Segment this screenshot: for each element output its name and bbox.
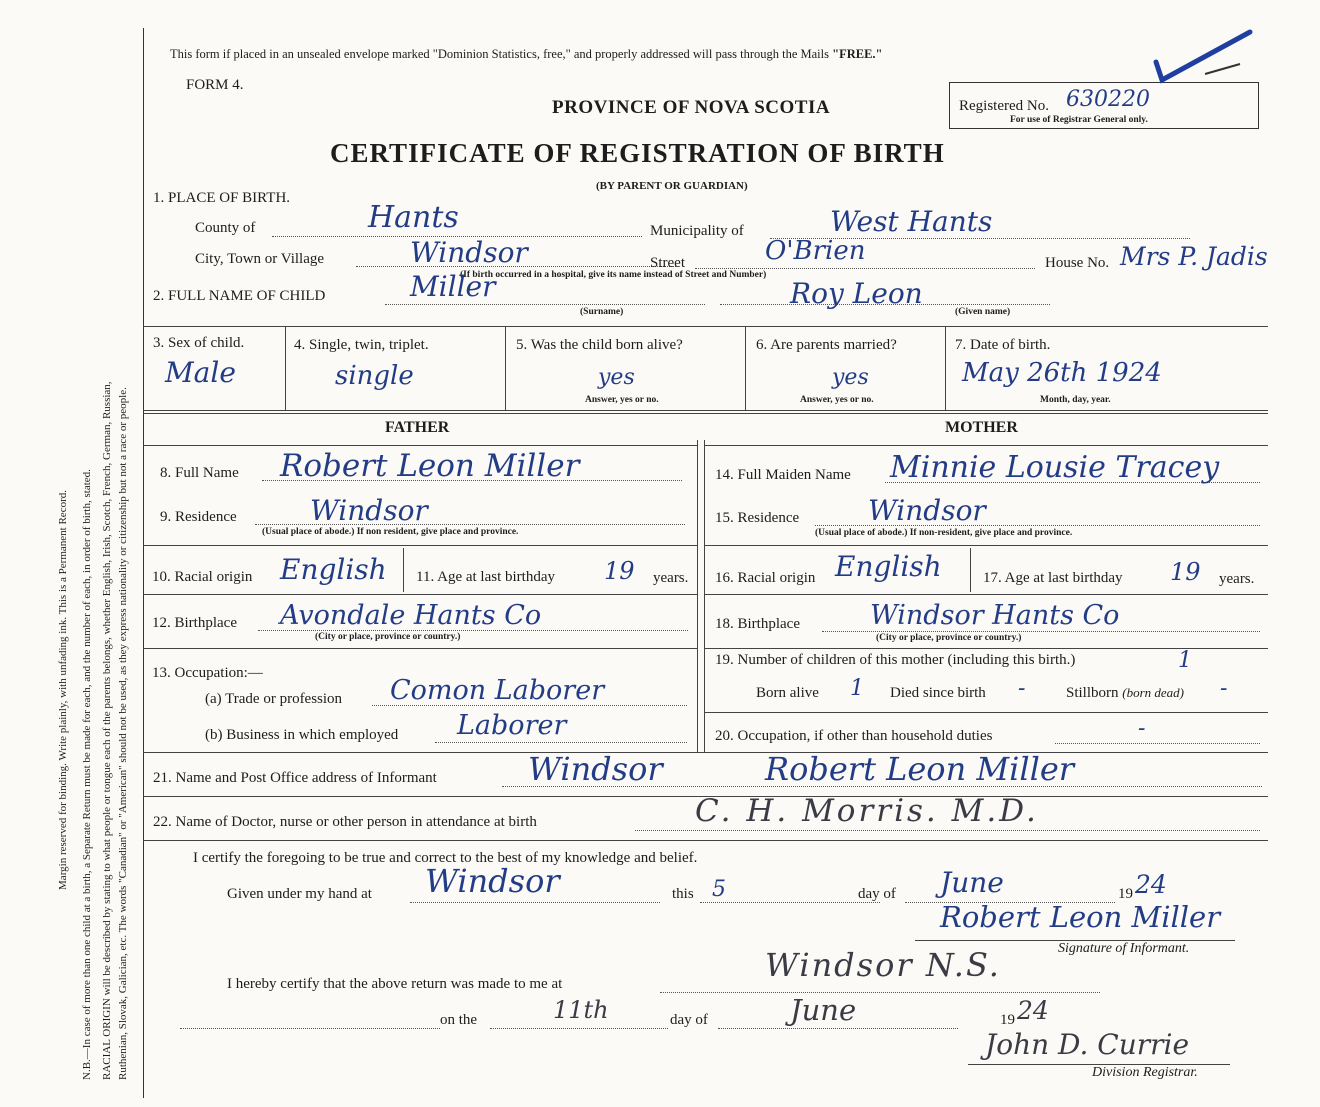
given-name-caption: (Given name) <box>955 307 1011 317</box>
father-business: Laborer <box>457 710 567 741</box>
dob-value: May 26th 1924 <box>962 358 1162 388</box>
day-of-label: day of <box>858 886 896 902</box>
parents-married-caption: Answer, yes or no. <box>800 395 874 405</box>
father-age: 19 <box>604 557 635 585</box>
form-left-border <box>143 28 144 1098</box>
margin-note-multiple-births: N.B.—In case of more than one child at a birth, a Separate Return must be made for each, and the number of each, in order of birth, stated. <box>81 469 93 1080</box>
registrar-day-of-label: day of <box>670 1012 708 1028</box>
dob-label: 7. Date of birth. <box>955 337 1051 353</box>
form-number: FORM 4. <box>186 77 244 93</box>
mother-name-label: 14. Full Maiden Name <box>715 467 851 483</box>
mother-years-label: years. <box>1219 571 1255 587</box>
registrar-year: 24 <box>1017 996 1049 1025</box>
place-heading: 1. PLACE OF BIRTH. <box>153 190 291 206</box>
died-since-birth-label: Died since birth <box>890 685 986 701</box>
margin-note-racial-origin-1: RACIAL ORIGIN will be described by stating to what people or tongue each of the parents belongs, whether English, Irish, Scotch, French, German, Russian, <box>101 381 113 1080</box>
hospital-note: (If birth occurred in a hospital, give its name instead of Street and Number) <box>460 270 767 280</box>
registrar-caption: Division Registrar. <box>1092 1065 1198 1080</box>
informant-label: 21. Name and Post Office address of Informant <box>153 770 437 786</box>
doctor-label: 22. Name of Doctor, nurse or other person in attendance at birth <box>153 814 537 830</box>
father-business-label: (b) Business in which employed <box>205 727 399 743</box>
street-label: Street <box>650 255 685 271</box>
mother-residence-caption: (Usual place of abode.) If non-resident, give place and province. <box>815 528 1073 538</box>
margin-note-binding: Margin reserved for binding. Write plainly, with unfading ink. This is a Permanent Record. <box>57 490 69 890</box>
county-label: County of <box>195 220 256 236</box>
father-racial: English <box>280 553 387 586</box>
born-alive-value: yes <box>598 365 635 390</box>
informant-address: Windsor <box>528 750 663 788</box>
plurality-value: single <box>335 361 414 391</box>
registrar-statement: I hereby certify that the above return was made to me at <box>227 976 563 992</box>
page-title: CERTIFICATE OF REGISTRATION OF BIRTH <box>330 138 945 168</box>
house-label: House No. <box>1045 255 1110 271</box>
informant-name: Robert Leon Miller <box>765 750 1075 788</box>
page-subtitle: (BY PARENT OR GUARDIAN) <box>596 180 748 192</box>
municipality-label: Municipality of <box>650 223 744 239</box>
dob-caption: Month, day, year. <box>1040 395 1111 405</box>
mother-heading: MOTHER <box>945 419 1018 436</box>
parents-married-label: 6. Are parents married? <box>756 337 897 353</box>
this-label: this <box>672 886 694 902</box>
registrar-signature: John D. Currie <box>985 1028 1190 1061</box>
sex-label: 3. Sex of child. <box>153 335 245 351</box>
born-alive-count: 1 <box>850 676 864 701</box>
father-birthplace-label: 12. Birthplace <box>152 615 237 631</box>
on-the-label: on the <box>440 1012 478 1028</box>
certification-month: June <box>940 866 1004 899</box>
certification-place: Windsor <box>425 862 560 900</box>
given-under-label: Given under my hand at <box>227 886 372 902</box>
born-alive-label: 5. Was the child born alive? <box>516 337 683 353</box>
father-racial-label: 10. Racial origin <box>152 569 253 585</box>
mother-occupation-label: 20. Occupation, if other than household duties <box>715 728 993 744</box>
certification-day: 5 <box>712 877 726 902</box>
registered-number: 630220 <box>1066 87 1150 112</box>
child-surname: Miller <box>410 270 496 303</box>
father-years-label: years. <box>653 570 689 586</box>
father-trade: Comon Laborer <box>390 675 605 706</box>
father-occupation-label: 13. Occupation:— <box>152 665 263 681</box>
father-trade-label: (a) Trade or profession <box>205 691 343 707</box>
child-given-name: Roy Leon <box>790 277 923 310</box>
mother-occupation: - <box>1138 716 1146 741</box>
province-heading: PROVINCE OF NOVA SCOTIA <box>552 97 831 118</box>
street-value: O'Brien <box>765 236 866 266</box>
mother-racial: English <box>835 550 942 583</box>
doctor-name: C. H. Morris. M.D. <box>695 793 1039 829</box>
registered-label: Registered No. <box>959 98 1049 114</box>
father-residence-label: 9. Residence <box>160 509 237 525</box>
sex-value: Male <box>165 356 236 389</box>
mother-birthplace-label: 18. Birthplace <box>715 616 800 632</box>
signature-caption: Signature of Informant. <box>1058 941 1190 956</box>
mother-birthplace: Windsor Hants Co <box>870 600 1120 631</box>
registrar-place: Windsor N.S. <box>765 946 1001 984</box>
born-alive-caption: Answer, yes or no. <box>585 395 659 405</box>
mother-birthplace-caption: (City or place, province or country.) <box>876 633 1022 643</box>
registrar-month: June <box>790 993 857 1027</box>
mother-residence-label: 15. Residence <box>715 510 800 526</box>
stillborn-count: - <box>1220 676 1228 701</box>
mother-age-label: 17. Age at last birthday <box>983 570 1123 586</box>
surname-caption: (Surname) <box>580 307 624 317</box>
margin-note-racial-origin-2: Ruthenian, Slovak, Galician, etc. The words "Canadian" or "American" should not be used, as they express nationality or citizenship but not a race or people. <box>117 387 129 1080</box>
city-value: Windsor <box>410 236 528 269</box>
died-since-birth: - <box>1018 676 1026 701</box>
parents-married-value: yes <box>832 365 869 390</box>
plurality-label: 4. Single, twin, triplet. <box>294 337 429 353</box>
certification-year-prefix: 19 <box>1118 886 1133 902</box>
stillborn-label: Stillborn (born dead) <box>1066 685 1185 701</box>
born-alive-count-label: Born alive <box>756 685 819 701</box>
registrar-year-prefix: 19 <box>1000 1012 1015 1028</box>
mother-name: Minnie Lousie Tracey <box>890 450 1220 485</box>
mother-children: 1 <box>1178 648 1192 673</box>
mother-racial-label: 16. Racial origin <box>715 570 816 586</box>
certification-statement: I certify the foregoing to be true and correct to the best of my knowledge and belief. <box>193 850 698 866</box>
mail-notice: This form if placed in an unsealed envelope marked "Dominion Statistics, free," and properly addressed will pass through the Mails "FREE." <box>170 47 883 61</box>
county-value: Hants <box>368 200 459 235</box>
mother-residence: Windsor <box>868 494 986 527</box>
father-residence: Windsor <box>310 494 428 527</box>
certification-year: 24 <box>1135 870 1167 899</box>
check-mark-icon <box>1150 26 1260 92</box>
father-heading: FATHER <box>385 419 450 436</box>
mother-age: 19 <box>1170 558 1201 586</box>
father-name: Robert Leon Miller <box>280 448 580 484</box>
registrar-day: 11th <box>553 996 609 1024</box>
mother-children-label: 19. Number of children of this mother (including this birth.) <box>715 652 1076 668</box>
father-name-label: 8. Full Name <box>160 465 239 481</box>
father-birthplace: Avondale Hants Co <box>280 600 542 631</box>
father-birthplace-caption: (City or place, province or country.) <box>315 632 461 642</box>
house-value: Mrs P. Jadis <box>1120 242 1268 271</box>
city-label: City, Town or Village <box>195 251 325 267</box>
father-age-label: 11. Age at last birthday <box>416 569 555 585</box>
registrar-use-note: For use of Registrar General only. <box>1010 115 1148 125</box>
father-residence-caption: (Usual place of abode.) If non resident, give place and province. <box>262 527 519 537</box>
municipality-value: West Hants <box>830 205 993 238</box>
child-name-label: 2. FULL NAME OF CHILD <box>153 288 326 304</box>
informant-signature: Robert Leon Miller <box>940 900 1221 934</box>
